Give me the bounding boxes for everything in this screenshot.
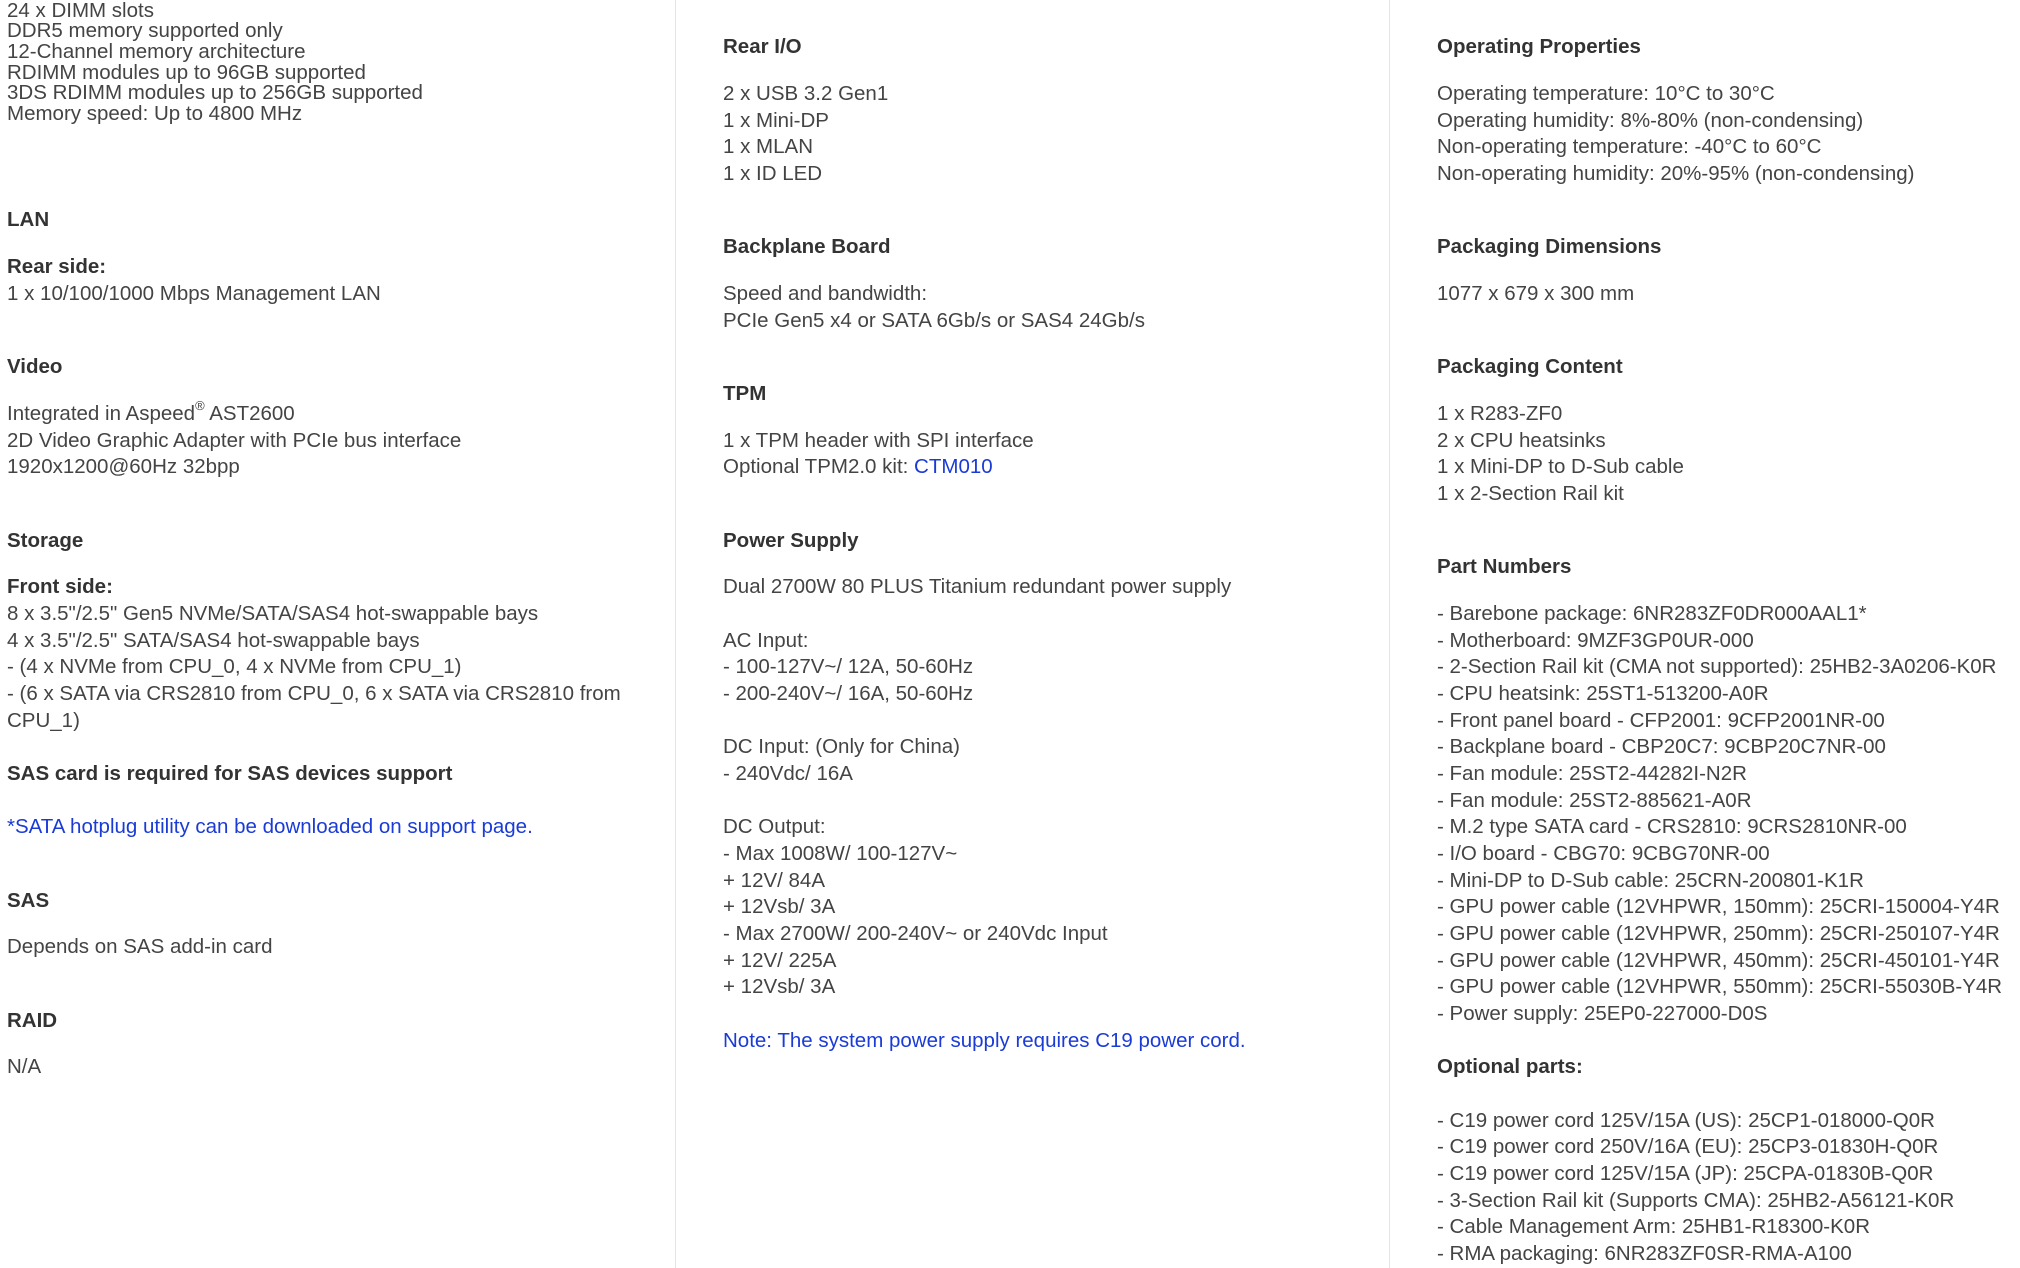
part-numbers-heading: Part Numbers (1437, 555, 1572, 578)
video-line-text: AST2600 (204, 402, 295, 425)
dc-output-line: + 12Vsb/ 3A (723, 975, 836, 998)
power-cord-note: Note: The system power supply requires C19 power cord. (723, 1029, 1246, 1052)
part-number-line: - Front panel board - CFP2001: 9CFP2001NR-00 (1437, 709, 1885, 732)
sas-card-note: SAS card is required for SAS devices support (7, 762, 453, 785)
rear-io-line: 1 x MLAN (723, 135, 813, 158)
dc-output-line: + 12V/ 225A (723, 949, 837, 972)
optional-part-line: - C19 power cord 250V/16A (EU): 25CP3-01830H-Q0R (1437, 1135, 1939, 1158)
ctm010-link[interactable]: CTM010 (914, 455, 993, 478)
packaging-content-line: 1 x Mini-DP to D-Sub cable (1437, 455, 1684, 478)
memory-line: DDR5 memory supported only (7, 19, 283, 42)
storage-line: - (6 x SATA via CRS2810 from CPU_0, 6 x SATA via CRS2810 from (7, 682, 621, 705)
part-number-line: - GPU power cable (12VHPWR, 150mm): 25CRI-150004-Y4R (1437, 895, 2000, 918)
tpm-line: 1 x TPM header with SPI interface (723, 429, 1034, 452)
ac-input-line: AC Input: (723, 629, 809, 652)
part-number-line: - I/O board - CBG70: 9CBG70NR-00 (1437, 842, 1770, 865)
tpm-heading: TPM (723, 382, 767, 405)
sas-line: Depends on SAS add-in card (7, 935, 273, 958)
packaging-content-line: 1 x R283-ZF0 (1437, 402, 1563, 425)
video-line (7, 400, 295, 427)
optional-part-line: - C19 power cord 125V/15A (JP): 25CPA-01830B-Q0R (1437, 1162, 1934, 1185)
packaging-content-line: 2 x CPU heatsinks (1437, 429, 1606, 452)
packaging-content-heading: Packaging Content (1437, 355, 1623, 378)
video-heading: Video (7, 355, 63, 378)
dc-output-line: - Max 2700W/ 200-240V~ or 240Vdc Input (723, 922, 1108, 945)
packaging-dimensions-line: 1077 x 679 x 300 mm (1437, 282, 1635, 305)
rear-io-line: 1 x Mini-DP (723, 109, 829, 132)
registered-mark: ® (195, 398, 205, 414)
optional-part-line: - RMA packaging: 6NR283ZF0SR-RMA-A100 (1437, 1242, 1852, 1265)
rear-io-line: 1 x ID LED (723, 162, 823, 185)
video-line: 2D Video Graphic Adapter with PCIe bus interface (7, 429, 462, 452)
ac-input-line: - 200-240V~/ 16A, 50-60Hz (723, 682, 974, 705)
memory-line: 3DS RDIMM modules up to 256GB supported (7, 81, 423, 104)
sata-hotplug-link[interactable]: *SATA hotplug utility can be downloaded on support page. (7, 815, 533, 838)
part-number-line: - M.2 type SATA card - CRS2810: 9CRS2810NR-00 (1437, 815, 1907, 838)
lan-line: 1 x 10/100/1000 Mbps Management LAN (7, 282, 381, 305)
operating-line: Operating humidity: 8%-80% (non-condensing) (1437, 109, 1864, 132)
dc-output-line: + 12V/ 84A (723, 869, 826, 892)
part-number-line: - GPU power cable (12VHPWR, 250mm): 25CRI-250107-Y4R (1437, 922, 2000, 945)
part-number-line: - Mini-DP to D-Sub cable: 25CRN-200801-K1R (1437, 869, 1864, 892)
dc-output-line: DC Output: (723, 815, 826, 838)
storage-line: 8 x 3.5"/2.5" Gen5 NVMe/SATA/SAS4 hot-swappable bays (7, 602, 539, 625)
part-number-line: - Power supply: 25EP0-227000-D0S (1437, 1002, 1768, 1025)
memory-line: RDIMM modules up to 96GB supported (7, 61, 366, 84)
tpm-line (723, 453, 993, 480)
part-number-line: - Fan module: 25ST2-44282I-N2R (1437, 762, 1747, 785)
raid-line: N/A (7, 1055, 42, 1078)
packaging-dimensions-heading: Packaging Dimensions (1437, 235, 1662, 258)
video-line-text: Integrated in Aspeed (7, 402, 196, 425)
part-number-line: - Fan module: 25ST2-885621-A0R (1437, 789, 1752, 812)
lan-subheading: Rear side: (7, 255, 107, 278)
power-supply-line: Dual 2700W 80 PLUS Titanium redundant power supply (723, 575, 1232, 598)
part-number-line: - GPU power cable (12VHPWR, 450mm): 25CRI-450101-Y4R (1437, 949, 2000, 972)
dc-input-line: - 240Vdc/ 16A (723, 762, 853, 785)
spec-column-3 (1389, 0, 2020, 1268)
part-number-line: - GPU power cable (12VHPWR, 550mm): 25CRI-55030B-Y4R (1437, 975, 2003, 998)
power-supply-heading: Power Supply (723, 529, 859, 552)
part-number-line: - Barebone package: 6NR283ZF0DR000AAL1* (1437, 602, 1867, 625)
optional-part-line: - Cable Management Arm: 25HB1-R18300-K0R (1437, 1215, 1870, 1238)
operating-line: Non-operating humidity: 20%-95% (non-condensing) (1437, 162, 1915, 185)
memory-line: 24 x DIMM slots (7, 0, 154, 22)
spec-column-1 (0, 0, 675, 1268)
optional-part-line: - 3-Section Rail kit (Supports CMA): 25HB2-A56121-K0R (1437, 1189, 1955, 1212)
storage-line: 4 x 3.5"/2.5" SATA/SAS4 hot-swappable bays (7, 629, 420, 652)
backplane-heading: Backplane Board (723, 235, 891, 258)
video-line: 1920x1200@60Hz 32bpp (7, 455, 240, 478)
storage-line: CPU_1) (7, 709, 80, 732)
lan-heading: LAN (7, 208, 50, 231)
memory-line: 12-Channel memory architecture (7, 40, 306, 63)
dc-output-line: + 12Vsb/ 3A (723, 895, 836, 918)
operating-properties-heading: Operating Properties (1437, 35, 1641, 58)
part-number-line: - Motherboard: 9MZF3GP0UR-000 (1437, 629, 1754, 652)
operating-line: Non-operating temperature: -40°C to 60°C (1437, 135, 1822, 158)
rear-io-line: 2 x USB 3.2 Gen1 (723, 82, 889, 105)
backplane-line: PCIe Gen5 x4 or SATA 6Gb/s or SAS4 24Gb/s (723, 309, 1145, 332)
part-number-line: - 2-Section Rail kit (CMA not supported): 25HB2-3A0206-K0R (1437, 655, 1997, 678)
sas-heading: SAS (7, 889, 50, 912)
backplane-line: Speed and bandwidth: (723, 282, 928, 305)
dc-output-line: - Max 1008W/ 100-127V~ (723, 842, 958, 865)
spec-column-2 (675, 0, 1389, 1268)
rear-io-heading: Rear I/O (723, 35, 802, 58)
part-number-line: - Backplane board - CBP20C7: 9CBP20C7NR-00 (1437, 735, 1886, 758)
operating-line: Operating temperature: 10°C to 30°C (1437, 82, 1775, 105)
packaging-content-line: 1 x 2-Section Rail kit (1437, 482, 1624, 505)
optional-parts-heading: Optional parts: (1437, 1055, 1583, 1078)
dc-input-line: DC Input: (Only for China) (723, 735, 960, 758)
tpm-kit-label: Optional TPM2.0 kit: (723, 455, 915, 478)
storage-subheading: Front side: (7, 575, 113, 598)
raid-heading: RAID (7, 1009, 58, 1032)
ac-input-line: - 100-127V~/ 12A, 50-60Hz (723, 655, 974, 678)
part-number-line: - CPU heatsink: 25ST1-513200-A0R (1437, 682, 1769, 705)
storage-line: - (4 x NVMe from CPU_0, 4 x NVMe from CPU_1) (7, 655, 462, 678)
optional-part-line: - C19 power cord 125V/15A (US): 25CP1-018000-Q0R (1437, 1109, 1935, 1132)
storage-heading: Storage (7, 529, 84, 552)
memory-line: Memory speed: Up to 4800 MHz (7, 102, 303, 125)
